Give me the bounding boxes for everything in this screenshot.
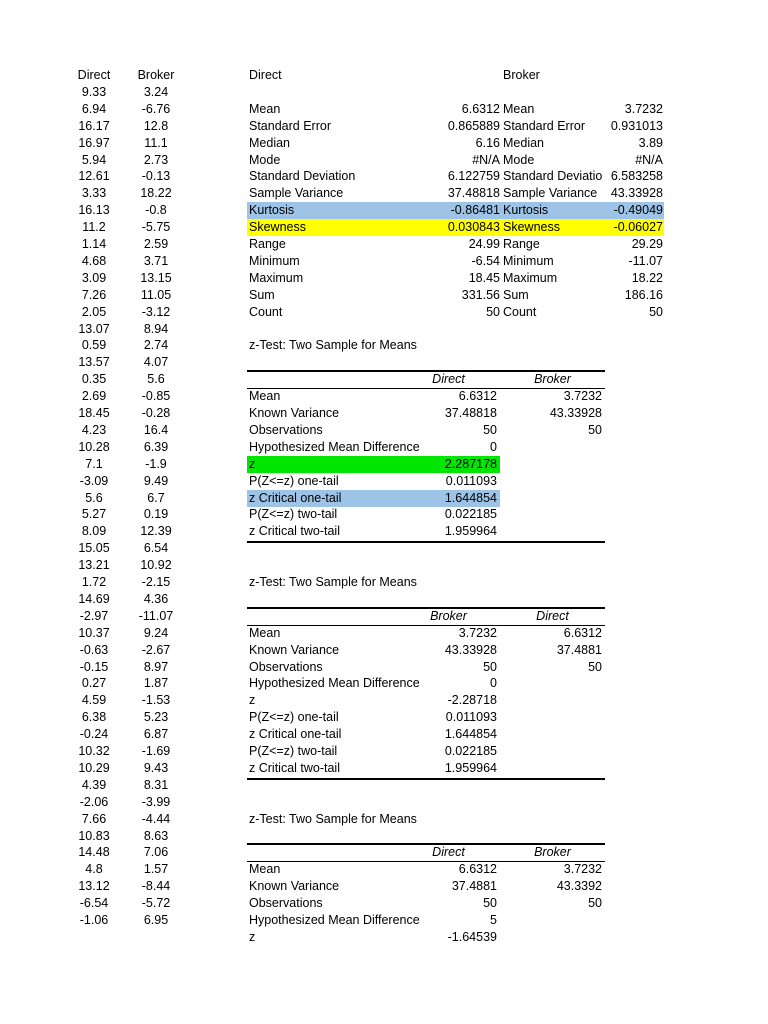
ztest-value-1: 2.287178 [444,456,497,471]
ztest-value-2 [500,709,602,726]
ztest-value-1: -1.64539 [447,929,497,944]
ztest-value-2 [500,490,602,507]
stat-label-broker: Standard Error [503,118,585,133]
direct-value-cell: 16.17 [78,118,110,133]
broker-value-cell: -3.12 [141,304,171,319]
ztest-value-1: 1.959964 [444,760,497,775]
ztest-row-label: Mean [249,625,281,640]
broker-value-cell: 18.22 [140,186,172,201]
direct-value-cell: 11.2 [82,220,106,235]
broker-value-cell: 6.39 [143,439,169,454]
broker-value-cell: -5.72 [141,896,171,911]
broker-value-cell: 6.7 [147,490,165,505]
direct-value-cell: -3.09 [79,473,109,488]
ztest-row-label: P(Z<=z) one-tail [249,710,339,725]
stat-value-direct: #N/A [472,152,500,167]
broker-value-cell: -0.13 [141,169,171,184]
broker-value-cell: -3.99 [141,794,171,809]
direct-value-cell: -0.63 [79,642,109,657]
broker-value-cell: -2.67 [141,642,171,657]
broker-value-cell: 0.19 [143,507,169,522]
broker-value-cell: 12.39 [140,524,172,539]
broker-value-cell: -1.53 [141,693,171,708]
broker-value-cell: -11.07 [138,608,174,623]
ztest-value-1: 6.6312 [458,389,497,404]
direct-value-cell: 10.32 [78,744,110,758]
stat-label-broker: Sum [503,287,529,302]
table-bottom-rule [247,778,605,780]
broker-value-cell: 3.71 [143,253,169,268]
direct-value-cell: 3.09 [81,270,107,285]
direct-value-cell: 8.09 [81,524,107,539]
ztest-row-label: Known Variance [249,642,340,657]
ztest-value-1: 1.644854 [444,727,497,742]
direct-value-cell: 14.69 [78,591,110,606]
direct-value-cell: 13.21 [78,558,110,573]
broker-value-cell: 13.15 [140,270,172,285]
direct-value-cell: 3.33 [81,186,107,201]
stat-value-broker: 3.89 [638,135,663,150]
stat-label-broker: Range [503,237,540,251]
ztest-value-2: 50 [588,659,602,674]
broker-value-cell: 8.97 [143,659,169,674]
ztest-value-1: 0.022185 [444,507,497,522]
stat-value-broker: -0.49049 [613,203,663,218]
stat-label: Sum [249,287,275,302]
ztest-value-1: 37.4881 [451,879,497,894]
broker-value-cell: 3.24 [143,84,169,99]
broker-value-cell: 5.6 [147,372,165,387]
ztest-value-1: 6.6312 [458,862,497,877]
direct-value-cell: 7.26 [81,287,107,302]
broker-value-cell: -1.69 [141,744,171,758]
ztest-value-2 [500,523,602,540]
broker-value-cell: 5.23 [143,710,169,725]
direct-value-cell: 16.97 [78,135,110,150]
stat-value-broker: 3.7232 [624,101,663,116]
stat-value-direct: 18.45 [468,270,500,285]
broker-value-cell: -4.44 [141,811,171,826]
direct-value-cell: 1.14 [81,237,107,251]
ztest-value-1: 50 [483,896,497,911]
stat-value-broker: 50 [649,304,663,319]
ztest-row-label: Observations [249,659,323,674]
stat-label-broker: Skewness [503,220,560,235]
ztest-row-label: Observations [249,896,323,911]
ztest-row-label: z [249,693,256,708]
broker-value-cell: 2.74 [143,338,169,353]
broker-value-cell: 2.73 [143,152,169,167]
direct-value-cell: 0.59 [81,338,107,353]
ztest-value-2: 6.6312 [563,625,602,640]
ztest-row-label: P(Z<=z) one-tail [249,473,339,488]
ztest-value-1: 0 [490,676,497,691]
stat-value-broker: 29.29 [631,237,663,251]
broker-value-cell: 11.05 [140,287,172,302]
ztest-value-2: 43.33928 [549,406,602,420]
direct-value-cell: 7.66 [81,811,107,826]
ztest-value-1: 3.7232 [458,625,497,640]
stat-value-direct: 0.865889 [447,118,500,133]
ztest-row-label: P(Z<=z) two-tail [249,507,338,522]
direct-value-cell: -2.06 [79,794,109,809]
ztest-title: z-Test: Two Sample for Means [249,811,417,826]
stat-value-direct: 6.6312 [461,101,500,116]
ztest-title: z-Test: Two Sample for Means [249,575,417,589]
ztest-value-2 [500,473,602,490]
ztest-row-label: Known Variance [249,406,340,420]
direct-value-cell: 5.27 [81,507,107,522]
stat-label: Maximum [249,270,304,285]
ztest-value-2 [500,743,602,760]
stat-value-direct: -6.54 [471,253,500,268]
direct-value-cell: 4.8 [85,862,103,877]
direct-value-cell: 6.94 [81,101,107,116]
ztest-col-header: Direct [432,845,465,860]
stat-label-broker: Mean [503,101,535,116]
broker-value-cell: -0.85 [141,389,171,404]
direct-value-cell: -1.06 [79,913,109,927]
broker-value-cell: 1.87 [143,676,169,691]
stat-value-direct: 24.99 [468,237,500,251]
direct-value-cell: 2.05 [81,304,107,319]
ztest-value-1: -2.28718 [447,693,497,708]
stat-value-direct: 331.56 [461,287,500,302]
stat-value-direct: 6.16 [475,135,500,150]
ztest-row-label: z Critical one-tail [249,490,342,505]
direct-value-cell: -2.97 [79,608,109,623]
direct-value-cell: -0.15 [79,659,109,674]
stat-label-broker: Maximum [503,270,558,285]
ztest-col-header: Direct [536,608,569,623]
broker-value-cell: -2.15 [141,575,171,589]
ztest-row-label: Hypothesized Mean Difference [249,913,420,927]
broker-value-cell: 8.63 [143,828,169,843]
direct-value-cell: 13.07 [78,321,110,336]
broker-value-cell: 4.36 [143,591,169,606]
ztest-value-1: 50 [483,422,497,437]
ztest-row-label: z Critical two-tail [249,760,340,775]
direct-value-cell: 4.68 [81,253,107,268]
ztest-col-header: Broker [534,845,571,860]
direct-value-cell: 12.61 [78,169,110,184]
ztest-value-2: 3.7232 [563,862,602,877]
ztest-value-1: 43.33928 [444,642,497,657]
ztest-value-1: 1.644854 [444,490,497,505]
ztest-col-header: Direct [432,372,465,387]
direct-value-cell: 0.27 [81,676,107,691]
direct-value-cell: -0.24 [79,727,109,742]
broker-value-cell: -5.75 [141,220,171,235]
ztest-value-2 [500,726,602,743]
broker-value-cell: 11.1 [144,135,168,150]
ztest-value-2 [500,912,602,929]
stat-label: Kurtosis [249,203,295,218]
ztest-row-label: Hypothesized Mean Difference [249,676,420,691]
ztest-value-1: 37.48818 [444,406,497,420]
direct-value-cell: 4.59 [81,693,107,708]
broker-value-cell: 8.31 [143,777,169,792]
ztest-value-2 [500,760,602,777]
broker-value-cell: 8.94 [143,321,169,336]
ztest-col-header: Broker [534,372,571,387]
stat-label-broker: Median [503,135,544,150]
ztest-row-label: z [249,929,256,944]
stat-label: Mean [249,101,281,116]
broker-value-cell: 6.95 [143,913,169,927]
ztest-row-label: Hypothesized Mean Difference [249,439,420,454]
ztest-value-1: 5 [490,913,497,927]
direct-value-cell: 10.37 [78,625,110,640]
broker-value-cell: -0.28 [141,406,171,420]
stat-label-broker: Sample Variance [503,186,598,201]
direct-value-cell: 4.23 [81,422,107,437]
stat-label-broker: Mode [503,152,535,167]
broker-value-cell: 9.49 [143,473,169,488]
stat-value-direct: 37.48818 [447,186,500,201]
broker-value-cell: -1.9 [145,456,167,471]
stat-label-broker: Minimum [503,253,554,268]
stat-value-broker: -0.06027 [613,220,663,235]
stat-label: Range [249,237,286,251]
ztest-value-2 [500,456,602,473]
ztest-row-label: Known Variance [249,879,340,894]
direct-value-cell: 18.45 [78,406,110,420]
ztest-value-2: 3.7232 [563,389,602,404]
broker-value-cell: 1.57 [143,862,169,877]
broker-value-cell: 6.87 [143,727,169,742]
stat-label: Minimum [249,253,300,268]
stat-label: Standard Deviation [249,169,356,184]
stat-label: Median [249,135,290,150]
broker-value-cell: 16.4 [143,422,169,437]
ztest-value-2 [500,439,602,456]
stat-value-direct: 50 [486,304,500,319]
direct-value-cell: 10.83 [78,828,110,843]
stat-value-broker: 186.16 [624,287,663,302]
ztest-value-2 [500,929,602,946]
direct-value-cell: 7.1 [85,456,103,471]
stat-value-broker: #N/A [635,152,663,167]
ztest-value-2: 37.4881 [556,642,602,657]
ztest-value-1: 0.011093 [445,710,497,725]
broker-value-cell: 12.8 [143,118,169,133]
direct-value-cell: 13.57 [78,355,110,370]
stat-label: Standard Error [249,118,331,133]
broker-value-cell: 2.59 [143,237,169,251]
direct-value-cell: 5.6 [85,490,103,505]
ztest-value-1: 0.022185 [444,744,497,758]
broker-value-cell: -0.8 [145,203,167,218]
ztest-row-label: Mean [249,862,281,877]
stat-label-broker: Standard Deviatio [503,169,603,184]
stat-label: Skewness [249,220,306,235]
broker-value-cell: -6.76 [141,101,171,116]
ztest-value-2 [500,506,602,523]
direct-value-cell: 5.94 [81,152,107,167]
descriptive-direct-title: Direct [249,68,282,82]
ztest-value-2 [500,692,602,709]
ztest-row-label: Mean [249,389,281,404]
direct-value-cell: 2.69 [81,389,107,404]
stat-label: Mode [249,152,281,167]
stat-value-broker: 43.33928 [610,186,663,201]
descriptive-broker-title: Broker [503,68,540,82]
direct-value-cell: 10.29 [78,760,110,775]
broker-value-cell: 4.07 [143,355,169,370]
stat-value-broker: 0.931013 [610,118,663,133]
broker-value-cell: -8.44 [141,879,171,894]
stat-value-direct: -0.86481 [450,203,500,218]
ztest-value-2 [500,675,602,692]
direct-value-cell: 10.28 [78,439,110,454]
broker-value-cell: 6.54 [143,541,169,556]
direct-value-cell: 1.72 [81,575,107,589]
direct-value-cell: 9.33 [81,84,107,99]
stat-value-direct: 6.122759 [447,169,500,184]
direct-value-cell: 6.38 [81,710,107,725]
ztest-value-2: 50 [588,422,602,437]
direct-column-header: Direct [77,68,111,82]
ztest-row-label: z Critical two-tail [249,524,340,539]
table-bottom-rule [247,541,605,543]
ztest-title: z-Test: Two Sample for Means [249,338,417,353]
direct-value-cell: 14.48 [78,845,110,860]
ztest-value-1: 0 [490,439,497,454]
broker-value-cell: 9.24 [143,625,169,640]
direct-value-cell: 4.39 [81,777,107,792]
stat-label-broker: Count [503,304,537,319]
broker-value-cell: 9.43 [143,760,169,775]
broker-value-cell: 7.06 [143,845,169,860]
broker-column-header: Broker [137,68,175,82]
stat-value-direct: 0.030843 [447,220,500,235]
ztest-value-1: 50 [483,659,497,674]
stat-value-broker: 18.22 [631,270,663,285]
direct-value-cell: 0.35 [81,372,107,387]
stat-value-broker: -11.07 [628,253,663,268]
broker-value-cell: 10.92 [140,558,172,573]
direct-value-cell: 13.12 [78,879,110,894]
ztest-row-label: z [249,456,256,471]
stat-label: Sample Variance [249,186,344,201]
stat-label: Count [249,304,283,319]
ztest-col-header: Broker [430,608,467,623]
direct-value-cell: 16.13 [78,203,110,218]
stat-label-broker: Kurtosis [503,203,549,218]
stat-value-broker: 6.583258 [610,169,663,184]
direct-value-cell: -6.54 [79,896,109,911]
ztest-value-2: 50 [588,896,602,911]
ztest-row-label: P(Z<=z) two-tail [249,744,338,758]
ztest-row-label: z Critical one-tail [249,727,342,742]
ztest-value-1: 0.011093 [445,473,497,488]
ztest-row-label: Observations [249,422,323,437]
ztest-value-2: 43.3392 [556,879,602,894]
direct-value-cell: 15.05 [78,541,110,556]
ztest-value-1: 1.959964 [444,524,497,539]
